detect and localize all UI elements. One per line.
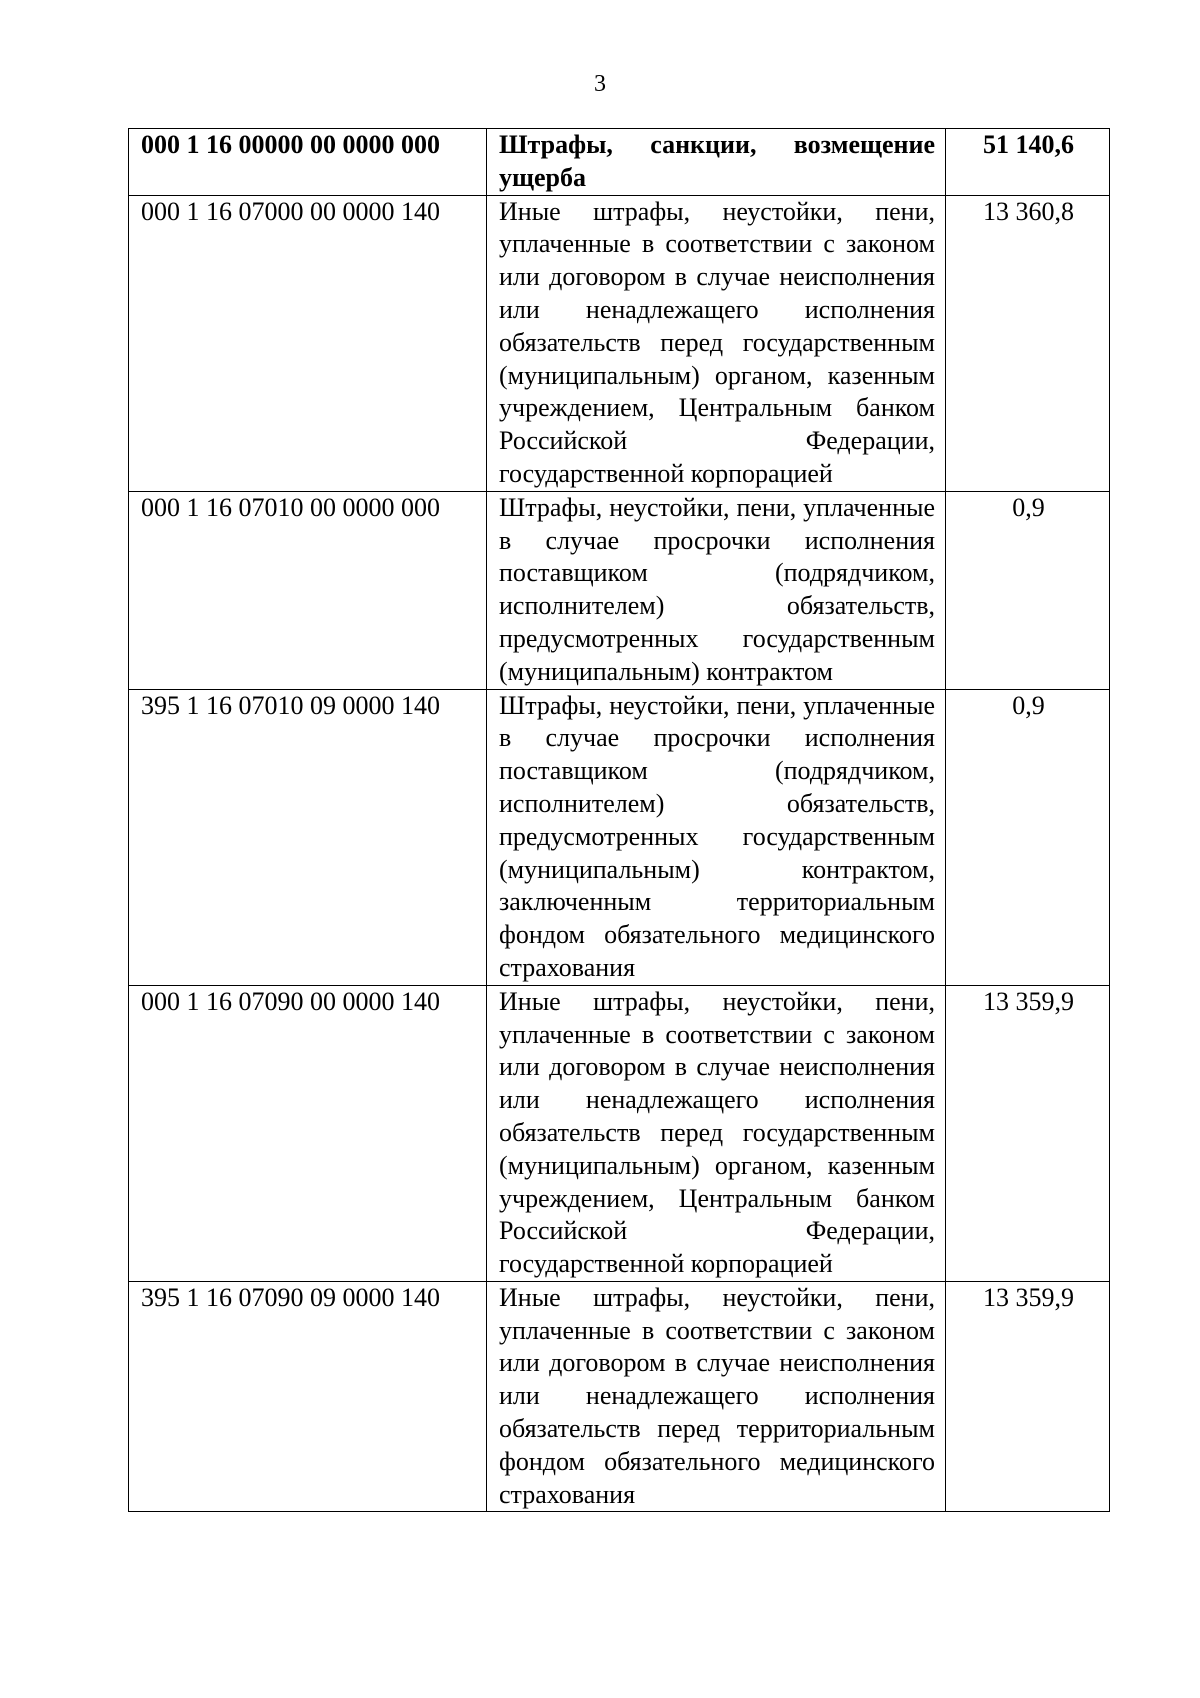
amount-cell: 51 140,6 — [946, 129, 1110, 196]
table-row — [129, 195, 1110, 491]
budget-code-cell: 000 1 16 07090 00 0000 140 — [129, 985, 487, 1281]
table-row — [129, 689, 1110, 985]
amount-cell: 13 359,9 — [946, 1281, 1110, 1512]
budget-code-cell: 395 1 16 07010 09 0000 140 — [129, 689, 487, 985]
amount-cell: 0,9 — [946, 689, 1110, 985]
income-name-cell: Иные штрафы, неустойки, пени, уплаченные в соответствии с законом или договором в случае неисполнения или ненадлежащего исполнения обязательств перед государственным (муниципальным) органом, казенным учреждением, Центральным банком Российской Федерации, государственной корпорацией — [487, 985, 946, 1281]
income-name-cell: Иные штрафы, неустойки, пени, уплаченные в соответствии с законом или договором в случае неисполнения или ненадлежащего исполнения обязательств перед территориальным фондом обязательного медицинского страхования — [487, 1281, 946, 1512]
income-name-cell: Штрафы, неустойки, пени, уплаченные в случае просрочки исполнения поставщиком (подрядчиком, исполнителем) обязательств, предусмотренных государственным (муниципальным) контрактом — [487, 491, 946, 689]
budget-table — [128, 128, 1110, 1512]
income-name-cell: Штрафы, санкции, возмещение ущерба — [487, 129, 946, 196]
table-row — [129, 491, 1110, 689]
income-name-cell: Штрафы, неустойки, пени, уплаченные в случае просрочки исполнения поставщиком (подрядчиком, исполнителем) обязательств, предусмотренных государственным (муниципальным) контрактом, заключенным территориальным фондом обязательного медицинского страхования — [487, 689, 946, 985]
budget-code-cell: 000 1 16 07000 00 0000 140 — [129, 195, 487, 491]
budget-code-cell: 000 1 16 00000 00 0000 000 — [129, 129, 487, 196]
amount-cell: 13 359,9 — [946, 985, 1110, 1281]
budget-code-cell: 395 1 16 07090 09 0000 140 — [129, 1281, 487, 1512]
table-row — [129, 985, 1110, 1281]
budget-code-cell: 000 1 16 07010 00 0000 000 — [129, 491, 487, 689]
table-row — [129, 1281, 1110, 1512]
income-name-cell: Иные штрафы, неустойки, пени, уплаченные в соответствии с законом или договором в случае неисполнения или ненадлежащего исполнения обязательств перед государственным (муниципальным) органом, казенным учреждением, Центральным банком Российской Федерации, государственной корпорацией — [487, 195, 946, 491]
table-row — [129, 129, 1110, 196]
page-number: 3 — [594, 71, 606, 97]
amount-cell: 13 360,8 — [946, 195, 1110, 491]
amount-cell: 0,9 — [946, 491, 1110, 689]
